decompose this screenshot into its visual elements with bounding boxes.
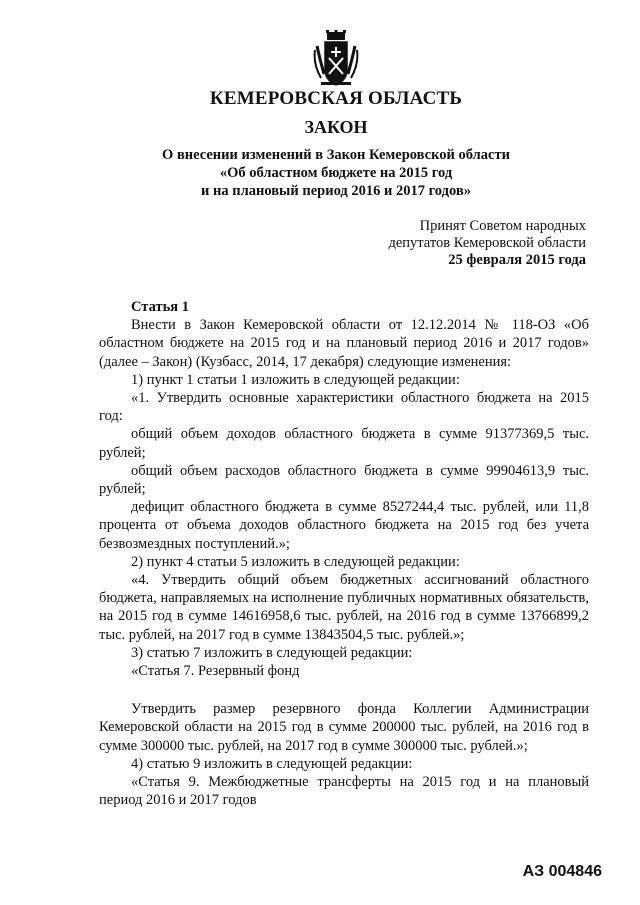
paragraph: 3) статью 7 изложить в следующей редакции: (131, 644, 413, 661)
serial-number: АЗ 004846 (522, 863, 602, 880)
paragraph: дефицит областного бюджета в сумме 8527244,4 тыс. рублей, или 11,8 процента от объема доходов областного бюджета на 2015 год без учета безвозмездных поступлений.»; (99, 499, 589, 552)
paragraph: «4. Утвердить общий объем бюджетных ассигнований областного бюджета, направляемых на исполнение публичных нормативных обязательств, на 2015 год в сумме 14616958,6 тыс. рублей, на 2016 год в сумме 13766899,2 тыс. рублей, на 2017 год в сумме 13843504,5 тыс. рублей.»; (99, 572, 589, 643)
kemerovo-coat-of-arms-icon (312, 30, 360, 88)
adoption-block (388, 218, 586, 269)
paragraph: Внести в Закон Кемеровской области от 12.12.2014 № 118-ОЗ «Об областном бюджете на 2015 год и на плановый период 2016 и 2017 годов» (далее – Закон) (Кузбасс, 2014, 17 декабря) следующие изменения: (99, 317, 589, 370)
region-title: КЕМЕРОВСКАЯ ОБЛАСТЬ (209, 88, 463, 109)
law-body (99, 298, 589, 809)
adoption-line: Принят Советом народных (419, 218, 586, 234)
article-heading: Статья 1 (131, 299, 189, 315)
adoption-line: депутатов Кемеровской области (388, 235, 586, 251)
paragraph: 2) пункт 4 статьи 5 изложить в следующей редакции: (131, 553, 460, 570)
paragraph: 4) статью 9 изложить в следующей редакции: (131, 755, 413, 772)
paragraph: общий объем доходов областного бюджета в сумме 91377369,5 тыс. рублей; (99, 426, 589, 461)
paragraph: общий объем расходов областного бюджета в сумме 99904613,9 тыс. рублей; (99, 462, 589, 498)
subtitle-line: и на плановый период 2016 и 2017 годов» (201, 183, 471, 199)
paragraph: 1) пункт 1 статьи 1 изложить в следующей редакции: (131, 371, 460, 388)
subtitle-line: О внесении изменений в Закон Кемеровской области (162, 147, 510, 163)
paragraph: Утвердить размер резервного фонда Коллегии Администрации Кемеровской области на 2015 год в сумме 200000 тыс. рублей, на 2016 год в сумме 300000 тыс. рублей, на 2017 год в сумме 300000 тыс. рублей.»; (99, 701, 589, 754)
paragraph: «Статья 7. Резервный фонд (131, 663, 300, 680)
paragraph: «1. Утвердить основные характеристики областного бюджета на 2015 год: (99, 390, 589, 425)
paragraph-gap (99, 680, 589, 700)
subtitle-line: «Об областном бюджете на 2015 год (219, 165, 453, 181)
adoption-date: 25 февраля 2015 года (448, 252, 586, 268)
law-subtitle (0, 146, 640, 200)
document-type-title: ЗАКОН (304, 117, 368, 137)
paragraph: «Статья 9. Межбюджетные трансферты на 2015 год и на плановый период 2016 и 2017 годов (99, 774, 589, 809)
